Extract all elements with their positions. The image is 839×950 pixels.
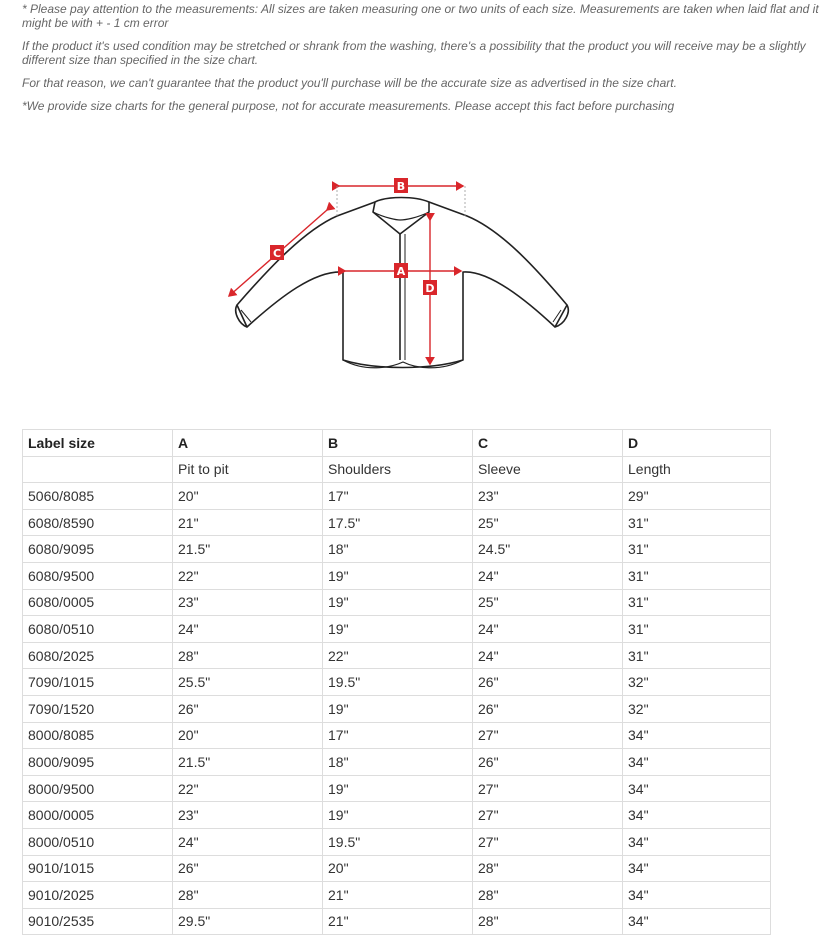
label-a: A	[396, 265, 406, 278]
note-general-purpose: *We provide size charts for the general purpose, not for accurate measurements. Please accept this fact before purchasing	[22, 99, 675, 113]
label-b: B	[396, 180, 406, 193]
size-chart-table	[22, 429, 771, 935]
shirt-outline-icon	[236, 198, 569, 368]
cell-shoulders: 20"	[323, 855, 473, 882]
header-d: D	[623, 430, 771, 457]
cell-label-size: 5060/8085	[23, 483, 173, 510]
table-row	[23, 855, 771, 882]
table-row	[23, 802, 771, 829]
cell-shoulders: 19"	[323, 562, 473, 589]
label-c: C	[272, 247, 282, 260]
cell-length: 32"	[623, 695, 771, 722]
cell-sleeve: 23"	[473, 483, 623, 510]
table-row	[23, 882, 771, 909]
cell-pit-to-pit: 21"	[173, 509, 323, 536]
cell-pit-to-pit: 22"	[173, 562, 323, 589]
cell-sleeve: 28"	[473, 908, 623, 935]
cell-pit-to-pit: 28"	[173, 882, 323, 909]
cell-shoulders: 18"	[323, 749, 473, 776]
cell-label-size: 6080/0005	[23, 589, 173, 616]
cell-sleeve: 24"	[473, 562, 623, 589]
cell-pit-to-pit: 23"	[173, 589, 323, 616]
table-row	[23, 589, 771, 616]
measure-c-sleeve	[229, 210, 327, 296]
cell-label-size: 8000/9500	[23, 775, 173, 802]
cell-shoulders: 19"	[323, 589, 473, 616]
cell-shoulders: 19.5"	[323, 828, 473, 855]
cell-pit-to-pit: 26"	[173, 695, 323, 722]
cell-sleeve: 27"	[473, 722, 623, 749]
cell-shoulders: 19"	[323, 802, 473, 829]
cell-pit-to-pit: 24"	[173, 828, 323, 855]
cell-shoulders: 21"	[323, 908, 473, 935]
cell-label-size: 8000/9095	[23, 749, 173, 776]
cell-label-size: 9010/2535	[23, 908, 173, 935]
cell-pit-to-pit: 22"	[173, 775, 323, 802]
table-row	[23, 509, 771, 536]
cell-sleeve: 27"	[473, 802, 623, 829]
shirt-measurement-diagram	[225, 172, 575, 382]
cell-label-size: 7090/1015	[23, 669, 173, 696]
cell-length: 34"	[623, 775, 771, 802]
cell-shoulders: 17.5"	[323, 509, 473, 536]
cell-length: 32"	[623, 669, 771, 696]
cell-label-size: 8000/0510	[23, 828, 173, 855]
note-measurement-error: * Please pay attention to the measurements: All sizes are taken measuring one or two units of each size. Measurements are taken when laid flat and it might be with + - 1 cm error	[22, 2, 819, 30]
cell-sleeve: 28"	[473, 855, 623, 882]
note-no-guarantee: For that reason, we can't guarantee that the product you'll purchase will be the accurate size as advertised in the size chart.	[22, 76, 677, 90]
cell-length: 31"	[623, 562, 771, 589]
table-row	[23, 695, 771, 722]
cell-length: 31"	[623, 589, 771, 616]
cell-label-size: 6080/9095	[23, 536, 173, 563]
cell-label-size: 9010/2025	[23, 882, 173, 909]
cell-pit-to-pit: 28"	[173, 642, 323, 669]
subheader-length: Length	[623, 456, 771, 483]
cell-pit-to-pit: 25.5"	[173, 669, 323, 696]
cell-pit-to-pit: 26"	[173, 855, 323, 882]
table-row	[23, 642, 771, 669]
subheader-shoulders: Shoulders	[323, 456, 473, 483]
cell-sleeve: 27"	[473, 775, 623, 802]
cell-label-size: 8000/0005	[23, 802, 173, 829]
cell-sleeve: 24"	[473, 616, 623, 643]
table-row	[23, 616, 771, 643]
cell-pit-to-pit: 24"	[173, 616, 323, 643]
cell-pit-to-pit: 21.5"	[173, 536, 323, 563]
cell-shoulders: 22"	[323, 642, 473, 669]
cell-length: 34"	[623, 855, 771, 882]
cell-label-size: 6080/9500	[23, 562, 173, 589]
cell-label-size: 6080/8590	[23, 509, 173, 536]
cell-shoulders: 17"	[323, 722, 473, 749]
cell-length: 31"	[623, 616, 771, 643]
cell-shoulders: 19"	[323, 695, 473, 722]
cell-label-size: 6080/2025	[23, 642, 173, 669]
table-row	[23, 536, 771, 563]
cell-sleeve: 24.5"	[473, 536, 623, 563]
subheader-label-size	[23, 456, 173, 483]
cell-pit-to-pit: 20"	[173, 722, 323, 749]
table-row	[23, 483, 771, 510]
cell-label-size: 7090/1520	[23, 695, 173, 722]
cell-label-size: 6080/0510	[23, 616, 173, 643]
table-header-row	[23, 430, 771, 457]
cell-length: 31"	[623, 642, 771, 669]
cell-length: 34"	[623, 802, 771, 829]
table-row	[23, 828, 771, 855]
table-row	[23, 669, 771, 696]
cell-shoulders: 21"	[323, 882, 473, 909]
cell-sleeve: 24"	[473, 642, 623, 669]
cell-sleeve: 26"	[473, 749, 623, 776]
cell-length: 29"	[623, 483, 771, 510]
cell-length: 34"	[623, 908, 771, 935]
table-row	[23, 722, 771, 749]
cell-label-size: 8000/8085	[23, 722, 173, 749]
cell-label-size: 9010/1015	[23, 855, 173, 882]
cell-sleeve: 26"	[473, 695, 623, 722]
cell-shoulders: 18"	[323, 536, 473, 563]
cell-sleeve: 25"	[473, 509, 623, 536]
cell-shoulders: 17"	[323, 483, 473, 510]
cell-length: 34"	[623, 882, 771, 909]
label-d: D	[425, 282, 435, 295]
cell-length: 34"	[623, 749, 771, 776]
cell-sleeve: 26"	[473, 669, 623, 696]
cell-pit-to-pit: 29.5"	[173, 908, 323, 935]
table-row	[23, 775, 771, 802]
header-c: C	[473, 430, 623, 457]
table-row	[23, 562, 771, 589]
table-row	[23, 749, 771, 776]
cell-length: 31"	[623, 536, 771, 563]
cell-sleeve: 28"	[473, 882, 623, 909]
subheader-sleeve: Sleeve	[473, 456, 623, 483]
cell-shoulders: 19.5"	[323, 669, 473, 696]
subheader-pit-to-pit: Pit to pit	[173, 456, 323, 483]
cell-shoulders: 19"	[323, 775, 473, 802]
measure-a-pit-to-pit	[345, 263, 461, 278]
cell-sleeve: 25"	[473, 589, 623, 616]
measure-d-length	[423, 220, 437, 364]
header-a: A	[173, 430, 323, 457]
cell-length: 34"	[623, 722, 771, 749]
cell-length: 34"	[623, 828, 771, 855]
cell-pit-to-pit: 23"	[173, 802, 323, 829]
cell-length: 31"	[623, 509, 771, 536]
note-used-condition: If the product it's used condition may be stretched or shrank from the washing, there's a possibility that the product you will receive may be a slightly different size than specified in the size chart.	[22, 39, 806, 67]
cell-shoulders: 19"	[323, 616, 473, 643]
measurement-notes	[22, 2, 822, 122]
cell-sleeve: 27"	[473, 828, 623, 855]
table-row	[23, 908, 771, 935]
header-b: B	[323, 430, 473, 457]
cell-pit-to-pit: 20"	[173, 483, 323, 510]
header-label-size: Label size	[23, 430, 173, 457]
table-subheader-row	[23, 456, 771, 483]
cell-pit-to-pit: 21.5"	[173, 749, 323, 776]
